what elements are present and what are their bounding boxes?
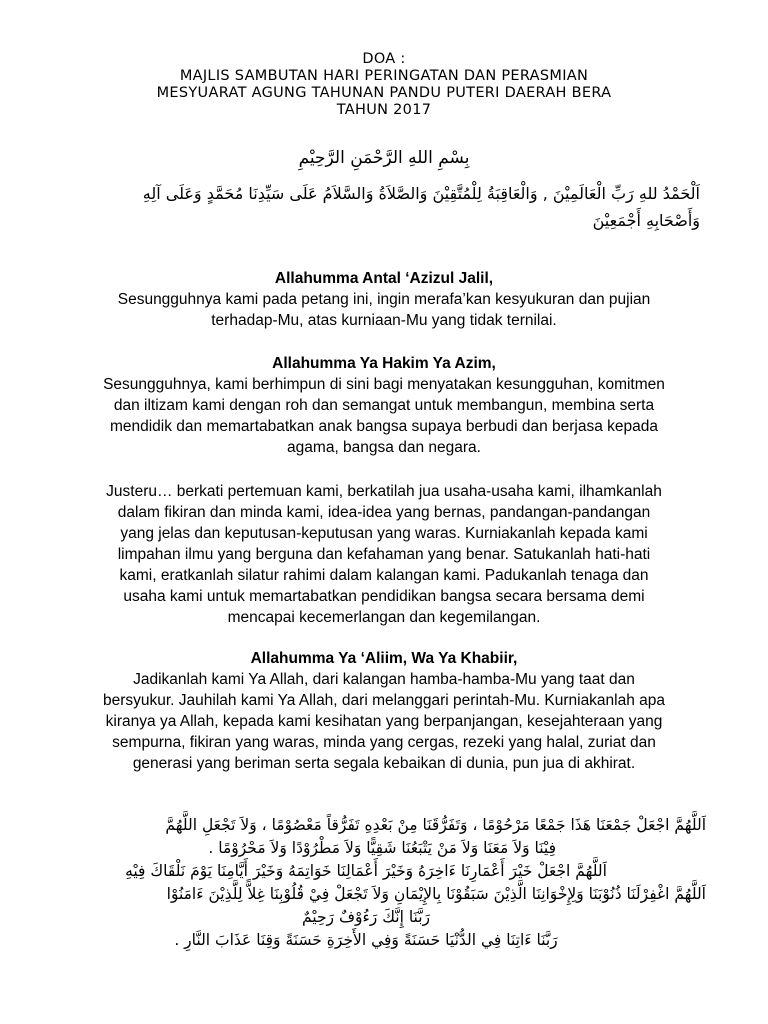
section-heading: Allahumma Antal ‘Azizul Jalil,: [274, 270, 494, 287]
section-line: dan iltizam kami dengan roh dan semangat untuk membangun, membina serta: [113, 397, 655, 414]
section-line: Sesungguhnya, kami berhimpun di sini bagi menyatakan kesungguhan, komitmen: [103, 376, 665, 393]
closing-line-3: اَللَّهُمَّ اجْعَلْ خَيْرَ أَعْمَارِنَا ءَاخِرَهُ وَخَيْرَ أَعْمَالِنَا خَوَاتِمَهُ وَخَيْرَ أَيَّامِنَا يَوْمَ نَلْقَاكَ فِيْهِ: [125, 862, 607, 880]
title-line-1: DOA :: [362, 51, 406, 67]
prayer-section-3: [74, 481, 694, 628]
section-line: terhadap-Mu, atas kurniaan-Mu yang tidak ternilai.: [211, 312, 557, 329]
title-line-2: MAJLIS SAMBUTAN HARI PERINGATAN DAN PERASMIAN: [179, 68, 589, 84]
opening-praise-line-1: اَلْحَمْدُ للهِ رَبِّ الْعَالَمِيْنَ , وَالْعَاقِبَةُ لِلْمُتَّقِيْنَ وَالصَّلاَةُ وَالسَّلاَمُ عَلَى سَيِّدِنَا مُحَمَّدٍ وَعَلَى آلِهِ: [142, 184, 700, 203]
section-line: yang jelas dan keputusan-keputusan yang waras. Kurniakanlah kepada kami: [120, 525, 648, 542]
section-line: usaha kami untuk memartabatkan pendidikan bangsa secara bersama demi: [123, 588, 645, 605]
closing-line-4: اَللَّهُمَّ اغْفِرْلَنَا ذُنُوْبَنَا وَلِإِخْوَانِنَا الَّذِيْنَ سَبَقُوْنَا بِالإِيْمَانِ وَلاَ تَجْعَلْ فِيْ قُلُوْبِنَا غِلاًّ لِلَّذِيْنَ ءَامَنُوْا: [166, 885, 706, 903]
section-line: mencapai kecemerlangan dan kegemilangan.: [227, 609, 541, 626]
closing-line-2: فِيْنَا وَلاَ مَعَنَا وَلاَ مَنْ يَتْبَعُنَا شَقِيًّا وَلاَ مَطْرُوْدًا وَلاَ مَحْرُوْمًا .: [208, 839, 556, 857]
title-line-3: MESYUARAT AGUNG TAHUNAN PANDU PUTERI DAERAH BERA: [156, 85, 612, 101]
section-heading: Allahumma Ya Hakim Ya Azim,: [272, 355, 496, 372]
prayer-section-1: [74, 268, 694, 331]
closing-line-5: رَبَّنَا إِنَّكَ رَءُوْفٌ رَحِيْمٌ: [301, 908, 431, 926]
section-line: agama, bangsa dan negara.: [287, 439, 481, 456]
section-line: Sesungguhnya kami pada petang ini, ingin merafa’kan kesyukuran dan pujian: [117, 291, 651, 308]
closing-line-1: اَللَّهُمَّ اجْعَلْ جَمْعَنَا هَذَا جَمْعًا مَرْحُوْمًا ، وَتَفَرُّقَنَا مِنْ بَعْدِهِ تَفَرُّقاً مَعْصُوْمًا ، وَلاَ تَجْعَلِ اللَّهُمَّ: [165, 816, 706, 834]
section-line: limpahan ilmu yang berguna dan kefahaman yang benar. Satukanlah hati-hati: [117, 546, 651, 563]
bismillah-text: بِسْمِ اللهِ الرَّحْمَنِ الرَّحِيْمِ: [298, 148, 470, 168]
section-line: Justeru… berkati pertemuan kami, berkatilah jua usaha-usaha kami, ilhamkanlah: [106, 483, 662, 500]
opening-praise-line-2: وَأَصْحَابِهِ أَجْمَعِيْنَ: [592, 211, 700, 230]
prayer-section-2: [74, 353, 694, 458]
opening-praise: [40, 180, 700, 234]
section-line: mendidik dan memartabatkan anak bangsa supaya berbudi dan berjasa kepada: [109, 418, 659, 435]
section-line: kiranya ya Allah, kepada kami kesihatan yang berpanjangan, kesejahteraan yang: [105, 713, 663, 730]
section-line: bersyukur. Jauhilah kami Ya Allah, dari melanggari perintah-Mu. Kurniakanlah apa: [102, 692, 666, 709]
section-line: dalam fikiran dan minda kami, idea-idea yang bernas, pandangan-pandangan: [117, 504, 651, 521]
section-line: Jadikanlah kami Ya Allah, dari kalangan hamba-hamba-Mu yang taat dan: [133, 671, 635, 688]
section-line: sempurna, fikiran yang waras, minda yang cergas, rezeki yang halal, zuriat dan: [112, 734, 656, 751]
document-title: [100, 51, 668, 119]
closing-line-6: رَبَّنَا ءَاتِنَا فِي الدُّنْيَا حَسَنَةً وَفِي الأَخِرَةِ حَسَنَةً وَقِنَا عَذَابَ النَّارِ .: [174, 931, 558, 949]
closing-prayer: [26, 814, 706, 952]
section-heading: Allahumma Ya ‘Aliim, Wa Ya Khabiir,: [250, 650, 518, 667]
prayer-section-4: [74, 648, 694, 774]
section-line: kami, eratkanlah silatur rahimi dalam kalangan kami. Padukanlah tenaga dan: [119, 567, 649, 584]
title-line-4: TAHUN 2017: [336, 102, 432, 118]
section-line: generasi yang beriman serta segala kebaikan di dunia, pun jua di akhirat.: [132, 755, 636, 772]
